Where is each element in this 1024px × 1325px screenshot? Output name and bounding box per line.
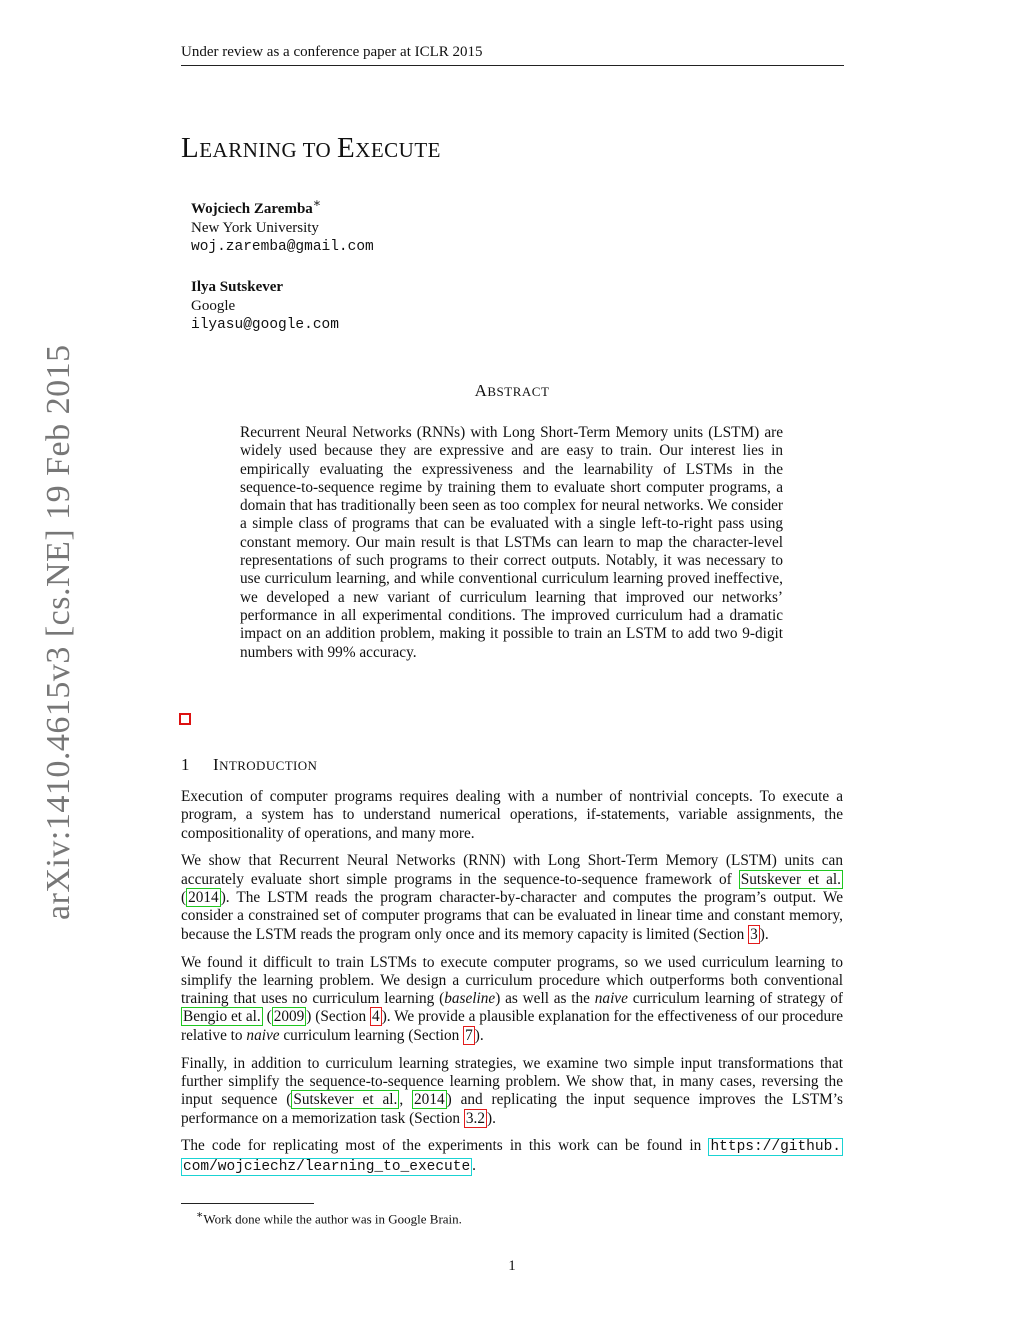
author-email: woj.zaremba@gmail.com	[191, 239, 374, 255]
citation-year-link[interactable]: 2014	[414, 1091, 445, 1109]
author-block-zaremba	[191, 194, 374, 257]
section-number: 1	[181, 755, 190, 774]
intro-paragraph-1: Execution of computer programs requires dealing with a number of nontrivial concepts. To execute a program, a system has to understand numerical operations, if-statements, variable assignments, the compositionality of operations, and many more.	[181, 788, 843, 842]
author-name: Ilya Sutskever	[191, 279, 284, 295]
abstract-heading-cap: A	[474, 381, 488, 400]
text-span: ) as well as the	[495, 990, 595, 1008]
footnote	[196, 1208, 462, 1227]
citation-link-sutskever[interactable]: Sutskever et al.	[740, 870, 841, 888]
text-span: We show that Recurrent Neural Networks (RNN) with Long Short-Term Memory (LSTM) units can accurately evaluate short simple programs in the sequence-to-sequence framework of	[181, 852, 843, 888]
text-span: curriculum learning of strategy of	[627, 990, 843, 1008]
citation-year-link[interactable]: 2009	[273, 1008, 305, 1026]
author-affiliation: New York University	[191, 220, 319, 236]
author-email: ilyasu@google.com	[191, 317, 339, 333]
title-rest-2: XECUTE	[355, 138, 441, 162]
author-name: Wojciech Zaremba	[191, 201, 313, 217]
header-rule	[181, 65, 844, 66]
emphasis: naive	[594, 990, 628, 1008]
text-span: We found it difficult to train LSTMs to execute computer programs, so we used curriculum learning to simplify the learning problem. We design a curriculum procedure which outperforms both conventional training that uses no curriculum learning (	[181, 953, 843, 1008]
paper-title	[181, 132, 441, 165]
code-url-link[interactable]: com/wojciechz/learning_to_execute	[183, 1158, 471, 1175]
abstract-text: Recurrent Neural Networks (RNNs) with Long Short-Term Memory units (LSTM) are widely used because they are expressive and are easy to train. Our interest lies in empirically evaluating the expressiveness and the learnability of LSTMs in the sequence-to-sequence regime by training them to evaluate short computer programs, a domain that has traditionally been seen as too complex for neural networks. We consider a simple class of programs that can be evaluated with a single left-to-right pass using constant memory. Our main result is that LSTMs can learn to map the character-level representations of such programs to their correct outputs. Notably, it was necessary to use curriculum learning, and while conventional curriculum learning proved ineffective, we developed a new variant of curriculum learning that improved our networks’ performance in all experimental conditions. The improved curriculum had a dramatic impact on an addition problem, making it possible to train an LSTM to add two 9-digit numbers with 99% accuracy.	[240, 424, 783, 661]
citation-year-link[interactable]: 2014	[188, 889, 219, 907]
citation-link-sutskever[interactable]: Sutskever et al.	[293, 1091, 398, 1109]
arxiv-stamp: arXiv:1410.4615v3 [cs.NE] 19 Feb 2015	[40, 344, 77, 920]
text-span: Finally, in addition to curriculum learning strategies, we examine two simple input transformations that further simplify the sequence-to-sequence learning problem. We show that, in many cases, reversing the input sequence (	[181, 1054, 843, 1109]
footnote-text: Work done while the author was in Google Brain.	[203, 1211, 462, 1227]
intro-paragraph-4	[181, 1055, 843, 1128]
text-span: curriculum learning (Section	[279, 1026, 464, 1044]
text-span: ) (Section	[306, 1008, 371, 1026]
abstract-heading-rest: BSTRACT	[487, 384, 550, 399]
annotation-marker	[179, 713, 191, 725]
emphasis: naive	[246, 1026, 280, 1044]
section-ref-link[interactable]: 4	[372, 1008, 380, 1026]
intro-paragraph-3	[181, 954, 843, 1045]
text-span: The code for replicating most of the experiments in this work can be found in	[181, 1137, 709, 1155]
text-span: ) and replicating the input sequence improves the LSTM’s performance on a memorization task (Section	[181, 1091, 843, 1127]
text-span: ). We provide a plausible explanation for the effectiveness of our procedure relative to	[181, 1008, 843, 1044]
emphasis: baseline	[444, 990, 496, 1008]
text-span: (	[181, 889, 187, 907]
section-ref-link[interactable]: 7	[465, 1026, 473, 1044]
section-ref-link[interactable]: 3	[750, 925, 758, 943]
intro-paragraph-5	[181, 1137, 843, 1176]
section-ref-link[interactable]: 3.2	[465, 1109, 486, 1127]
footnote-rule	[181, 1203, 314, 1204]
section-heading-cap: I	[213, 755, 220, 774]
text-span: ).	[487, 1109, 496, 1127]
text-span: .	[472, 1156, 476, 1174]
title-cap-1: L	[181, 132, 200, 164]
author-footnote-mark: ∗	[312, 196, 322, 210]
citation-link-bengio[interactable]: Bengio et al.	[183, 1008, 261, 1026]
title-cap-2: E	[336, 132, 356, 164]
text-span: ).	[759, 925, 769, 943]
section-heading-rest: NTRODUCTION	[219, 758, 318, 773]
running-header: Under review as a conference paper at ICLR 2015	[181, 44, 483, 60]
intro-paragraph-2	[181, 852, 843, 943]
abstract-heading	[0, 381, 1024, 401]
footnote-mark: ∗	[196, 1209, 204, 1221]
author-affiliation: Google	[191, 298, 236, 314]
text-span: ,	[399, 1091, 413, 1109]
text-span: (	[262, 1008, 272, 1026]
code-url-link[interactable]: https://github.	[710, 1139, 841, 1156]
introduction-body	[181, 788, 843, 1186]
section-heading-introduction	[181, 755, 317, 775]
text-span: ).	[474, 1026, 484, 1044]
text-span: ). The LSTM reads the program character-by-character and computes the program’s output. We consider a constrained set of computer programs that can be evaluated in linear time and constant memory, because the LSTM reads the program only once and its memory capacity is limited (Section	[181, 889, 843, 943]
author-block-sutskever	[191, 278, 339, 335]
page-number: 1	[508, 1258, 516, 1274]
title-rest-1: EARNING TO	[199, 138, 337, 162]
